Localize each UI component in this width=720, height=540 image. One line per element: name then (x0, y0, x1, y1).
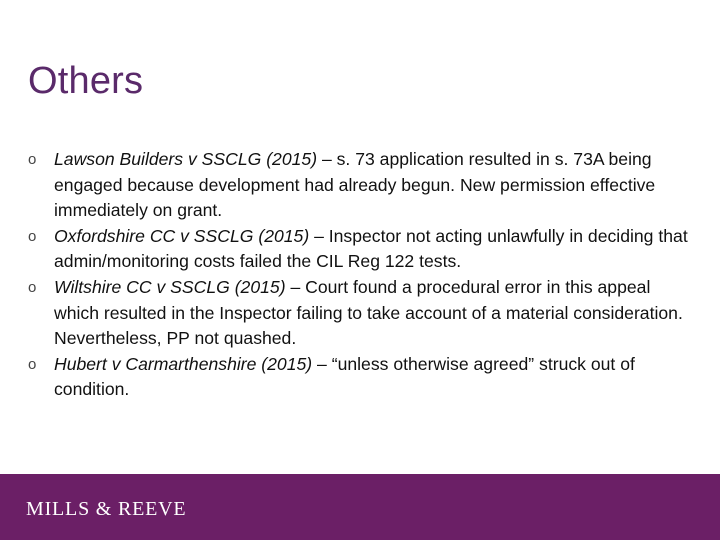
bullet-text: – s. 73 application resulted in s. 73A being engaged because development had already begun. New permission effective immediately on grant. (54, 149, 656, 221)
bullet-marker-icon: o (28, 151, 37, 168)
bullet-list (28, 147, 700, 403)
bullet-item (28, 224, 700, 275)
bullet-item (28, 275, 700, 352)
mills-reeve-logo: MILLS & REEVE (26, 498, 187, 520)
case-name: Lawson Builders v SSCLG (2015) (54, 149, 318, 169)
bullet-text: – Court found a procedural error in this appeal which resulted in the Inspector failing to take account of a material consideration. Nevertheless, PP not quashed. (54, 276, 683, 349)
bullet-text: – “unless otherwise agreed” struck out of condition. (54, 353, 635, 400)
case-name: Wiltshire CC v SSCLG (2015) (54, 276, 286, 297)
bullet-text: – Inspector not acting unlawfully in deciding that admin/monitoring costs failed the CIL Reg 122 tests. (54, 225, 688, 272)
bullet-marker-icon: o (28, 278, 37, 296)
bullet-marker-icon: o (28, 227, 37, 245)
slide-title: Others (28, 60, 144, 102)
footer-bar (0, 474, 720, 540)
case-name: Oxfordshire CC v SSCLG (2015) (54, 225, 310, 246)
case-name: Hubert v Carmarthenshire (2015) (54, 353, 313, 374)
bullet-item (28, 147, 700, 224)
bullet-item (28, 352, 700, 403)
bullet-marker-icon: o (28, 355, 37, 373)
